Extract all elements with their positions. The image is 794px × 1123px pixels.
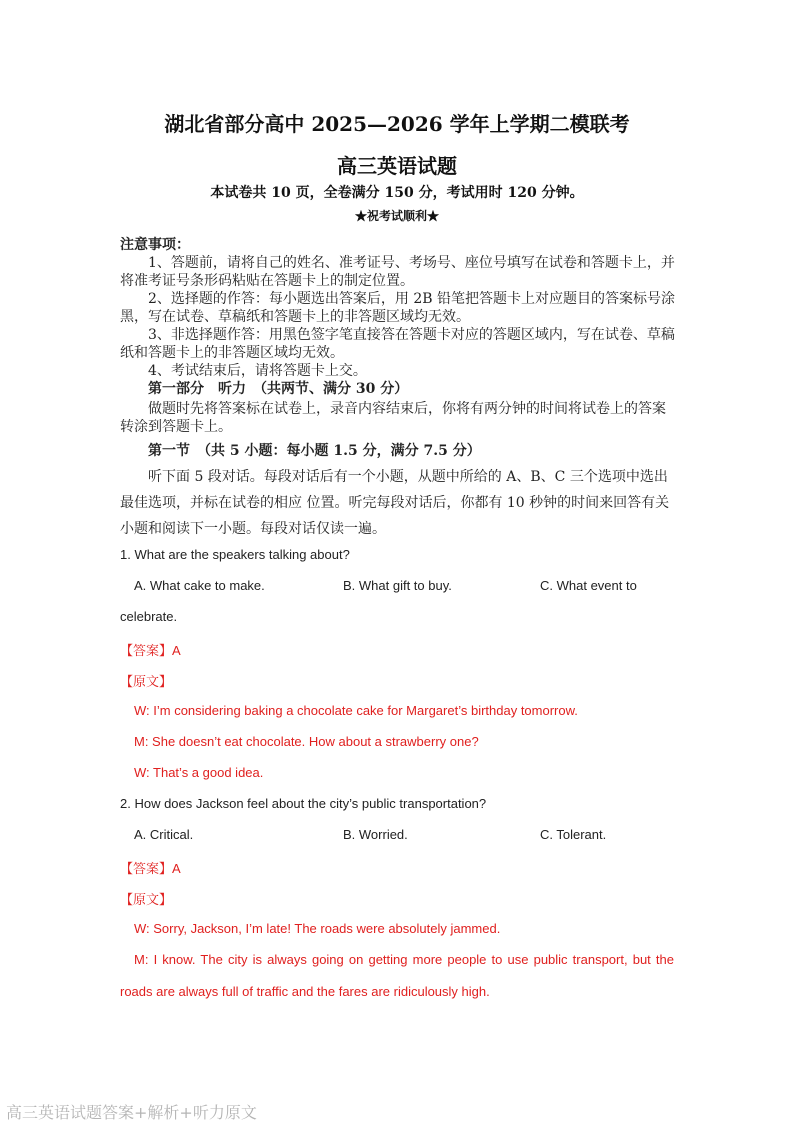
question-1-stem: 1. What are the speakers talking about? [120,547,350,562]
answer-label: 【答案】 [120,644,173,659]
question-1-option-c: C. What event to [540,578,637,593]
question-2-option-a: A. Critical. [134,827,194,842]
question-1-transcript-line-2: M: She doesn’t eat chocolate. How about a strawberry one? [134,734,479,749]
exam-info: 本试卷共 10 页，全卷满分 150 分，考试用时 120 分钟。 [210,185,584,201]
exam-subtitle: 高三英语试题 [337,154,457,178]
question-1-option-b: B. What gift to buy. [343,578,452,593]
answer-label: 【答案】 [120,862,173,877]
question-1-option-c-wrap: celebrate. [120,609,178,624]
notice-item-4: 4、考试结束后，请将答题卡上交。 [148,363,367,379]
answer-value: A [172,643,181,658]
exam-title: 湖北省部分高中 2025—2026 学年上学期二模联考 [164,112,630,136]
question-2-transcript-line-2: M: I know. The city is always going on getting more people to use public transport, but the [134,952,674,967]
notice-item-1: 1、答题前，请将自己的姓名、准考证号、考场号、座位号填写在试卷和答题卡上，并将准考证号条形码粘贴在答题卡上的制定位置。 [120,255,675,289]
notice-item-2: 2、选择题的作答：每小题选出答案后，用 2B 铅笔把答题卡上对应题目的答案标号涂黑，写在试卷、草稿纸和答题卡上的非答题区域均无效。 [120,291,676,325]
section1-heading: 第一节 （共 5 小题：每小题 1.5 分，满分 7.5 分） [148,443,481,459]
part1-instruction: 做题时先将答案标在试卷上，录音内容结束后，你将有两分钟的时间将试卷上的答案转涂到答题卡上。 [120,401,666,435]
question-1-transcript-line-3: W: That’s a good idea. [134,765,264,780]
page-footer: 高三英语试题答案+解析+听力原文 [6,1103,257,1122]
question-2-transcript-line-1: W: Sorry, Jackson, I’m late! The roads were absolutely jammed. [134,921,501,936]
question-2-transcript-label: 【原文】 [120,893,173,908]
question-2-option-c: C. Tolerant. [540,827,607,842]
notice-item-3: 3、非选择题作答：用黑色签字笔直接答在答题卡对应的答题区域内，写在试卷、草稿纸和答题卡上的非答题区域均无效。 [120,327,675,361]
exam-wish: ★祝考试顺利★ [354,209,439,223]
section1-instruction: 听下面 5 段对话。每段对话后有一个小题，从题中所给的 A、B、C 三个选项中选出最佳选项，并标在试卷的相应 位置。听完每段对话后，你都有 10 秒钟的时间来回答有关小题和阅读下一小题。每段对话仅读一遍。 [120,469,670,537]
notice-heading: 注意事项： [120,237,190,253]
question-1-transcript-label: 【原文】 [120,675,173,690]
question-2-answer [120,858,181,877]
question-1-option-a: A. What cake to make. [134,578,265,593]
question-1-answer [120,640,181,659]
answer-value: A [172,861,181,876]
part1-heading: 第一部分 听力 （共两节、满分 30 分） [148,381,409,397]
question-2-stem: 2. How does Jackson feel about the city’s public transportation? [120,796,487,811]
question-2-option-b: B. Worried. [343,827,408,842]
question-1-transcript-line-1: W: I’m considering baking a chocolate cake for Margaret’s birthday tomorrow. [134,703,578,718]
question-2-transcript-line-3: roads are always full of traffic and the fares are ridiculously high. [120,984,490,999]
